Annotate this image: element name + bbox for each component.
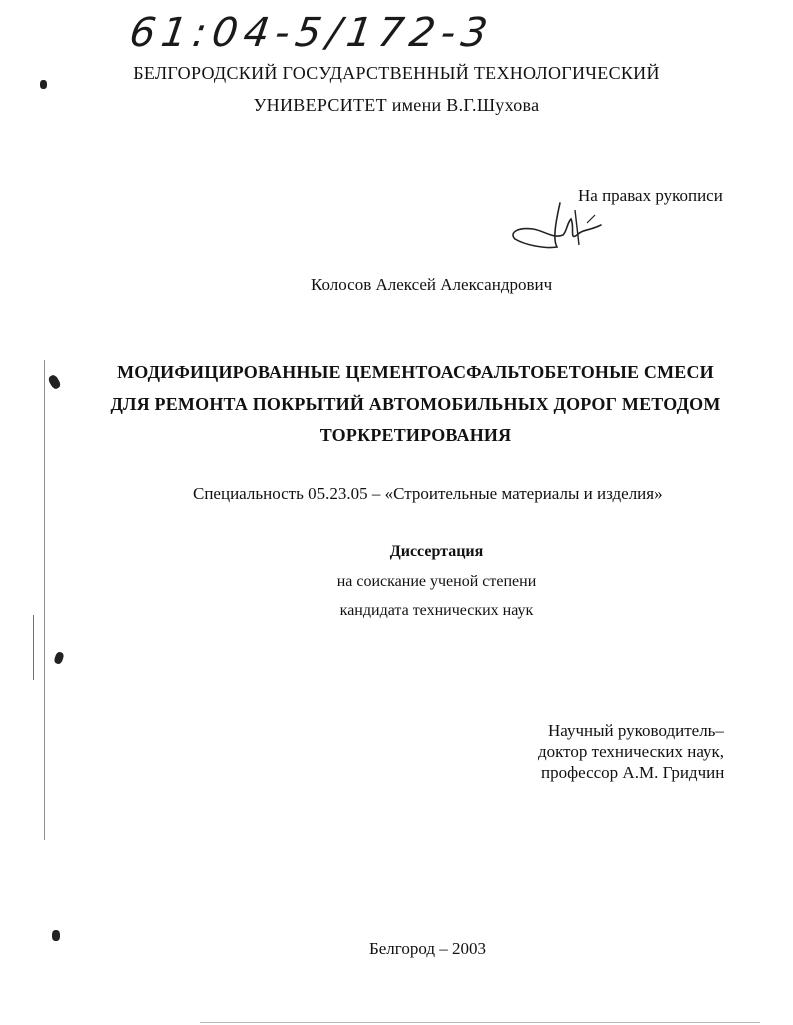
scan-mark (53, 651, 65, 665)
handwritten-archive-number: 61:04-5/172-3 (126, 10, 497, 56)
title-line1: МОДИФИЦИРОВАННЫЕ ЦЕМЕНТОАСФАЛЬТОБЕТОНЫЕ СМЕСИ (117, 362, 714, 382)
dissertation-heading: Диссертация (389, 543, 484, 560)
university-name-line2: УНИВЕРСИТЕТ имени В.Г.Шухова (253, 95, 540, 115)
title-line2: ДЛЯ РЕМОНТА ПОКРЫТИЙ АВТОМОБИЛЬНЫХ ДОРОГ МЕТОДОМ (110, 394, 721, 414)
scan-edge-line (200, 1022, 760, 1023)
dissertation-degree-line2: кандидата технических наук (339, 602, 534, 619)
advisor-line3: профессор А.М. Гридчин (541, 763, 725, 782)
signature (505, 195, 615, 260)
dissertation-degree-line1: на соискание ученой степени (336, 573, 537, 590)
city-year: Белгород – 2003 (369, 939, 486, 958)
advisor-line2: доктор технических наук, (538, 742, 725, 761)
author-name: Колосов Алексей Александрович (311, 275, 553, 294)
advisor-line1: Научный руководитель– (548, 721, 724, 740)
specialty: Специальность 05.23.05 – «Строительные материалы и изделия» (193, 484, 663, 503)
manuscript-rights-note: На правах рукописи (578, 186, 723, 205)
university-name-line1: БЕЛГОРОДСКИЙ ГОСУДАРСТВЕННЫЙ ТЕХНОЛОГИЧЕСКИЙ (133, 63, 660, 83)
title-line3: ТОРКРЕТИРОВАНИЯ (319, 425, 512, 445)
scan-edge-line (33, 615, 34, 680)
scan-mark (52, 930, 60, 941)
